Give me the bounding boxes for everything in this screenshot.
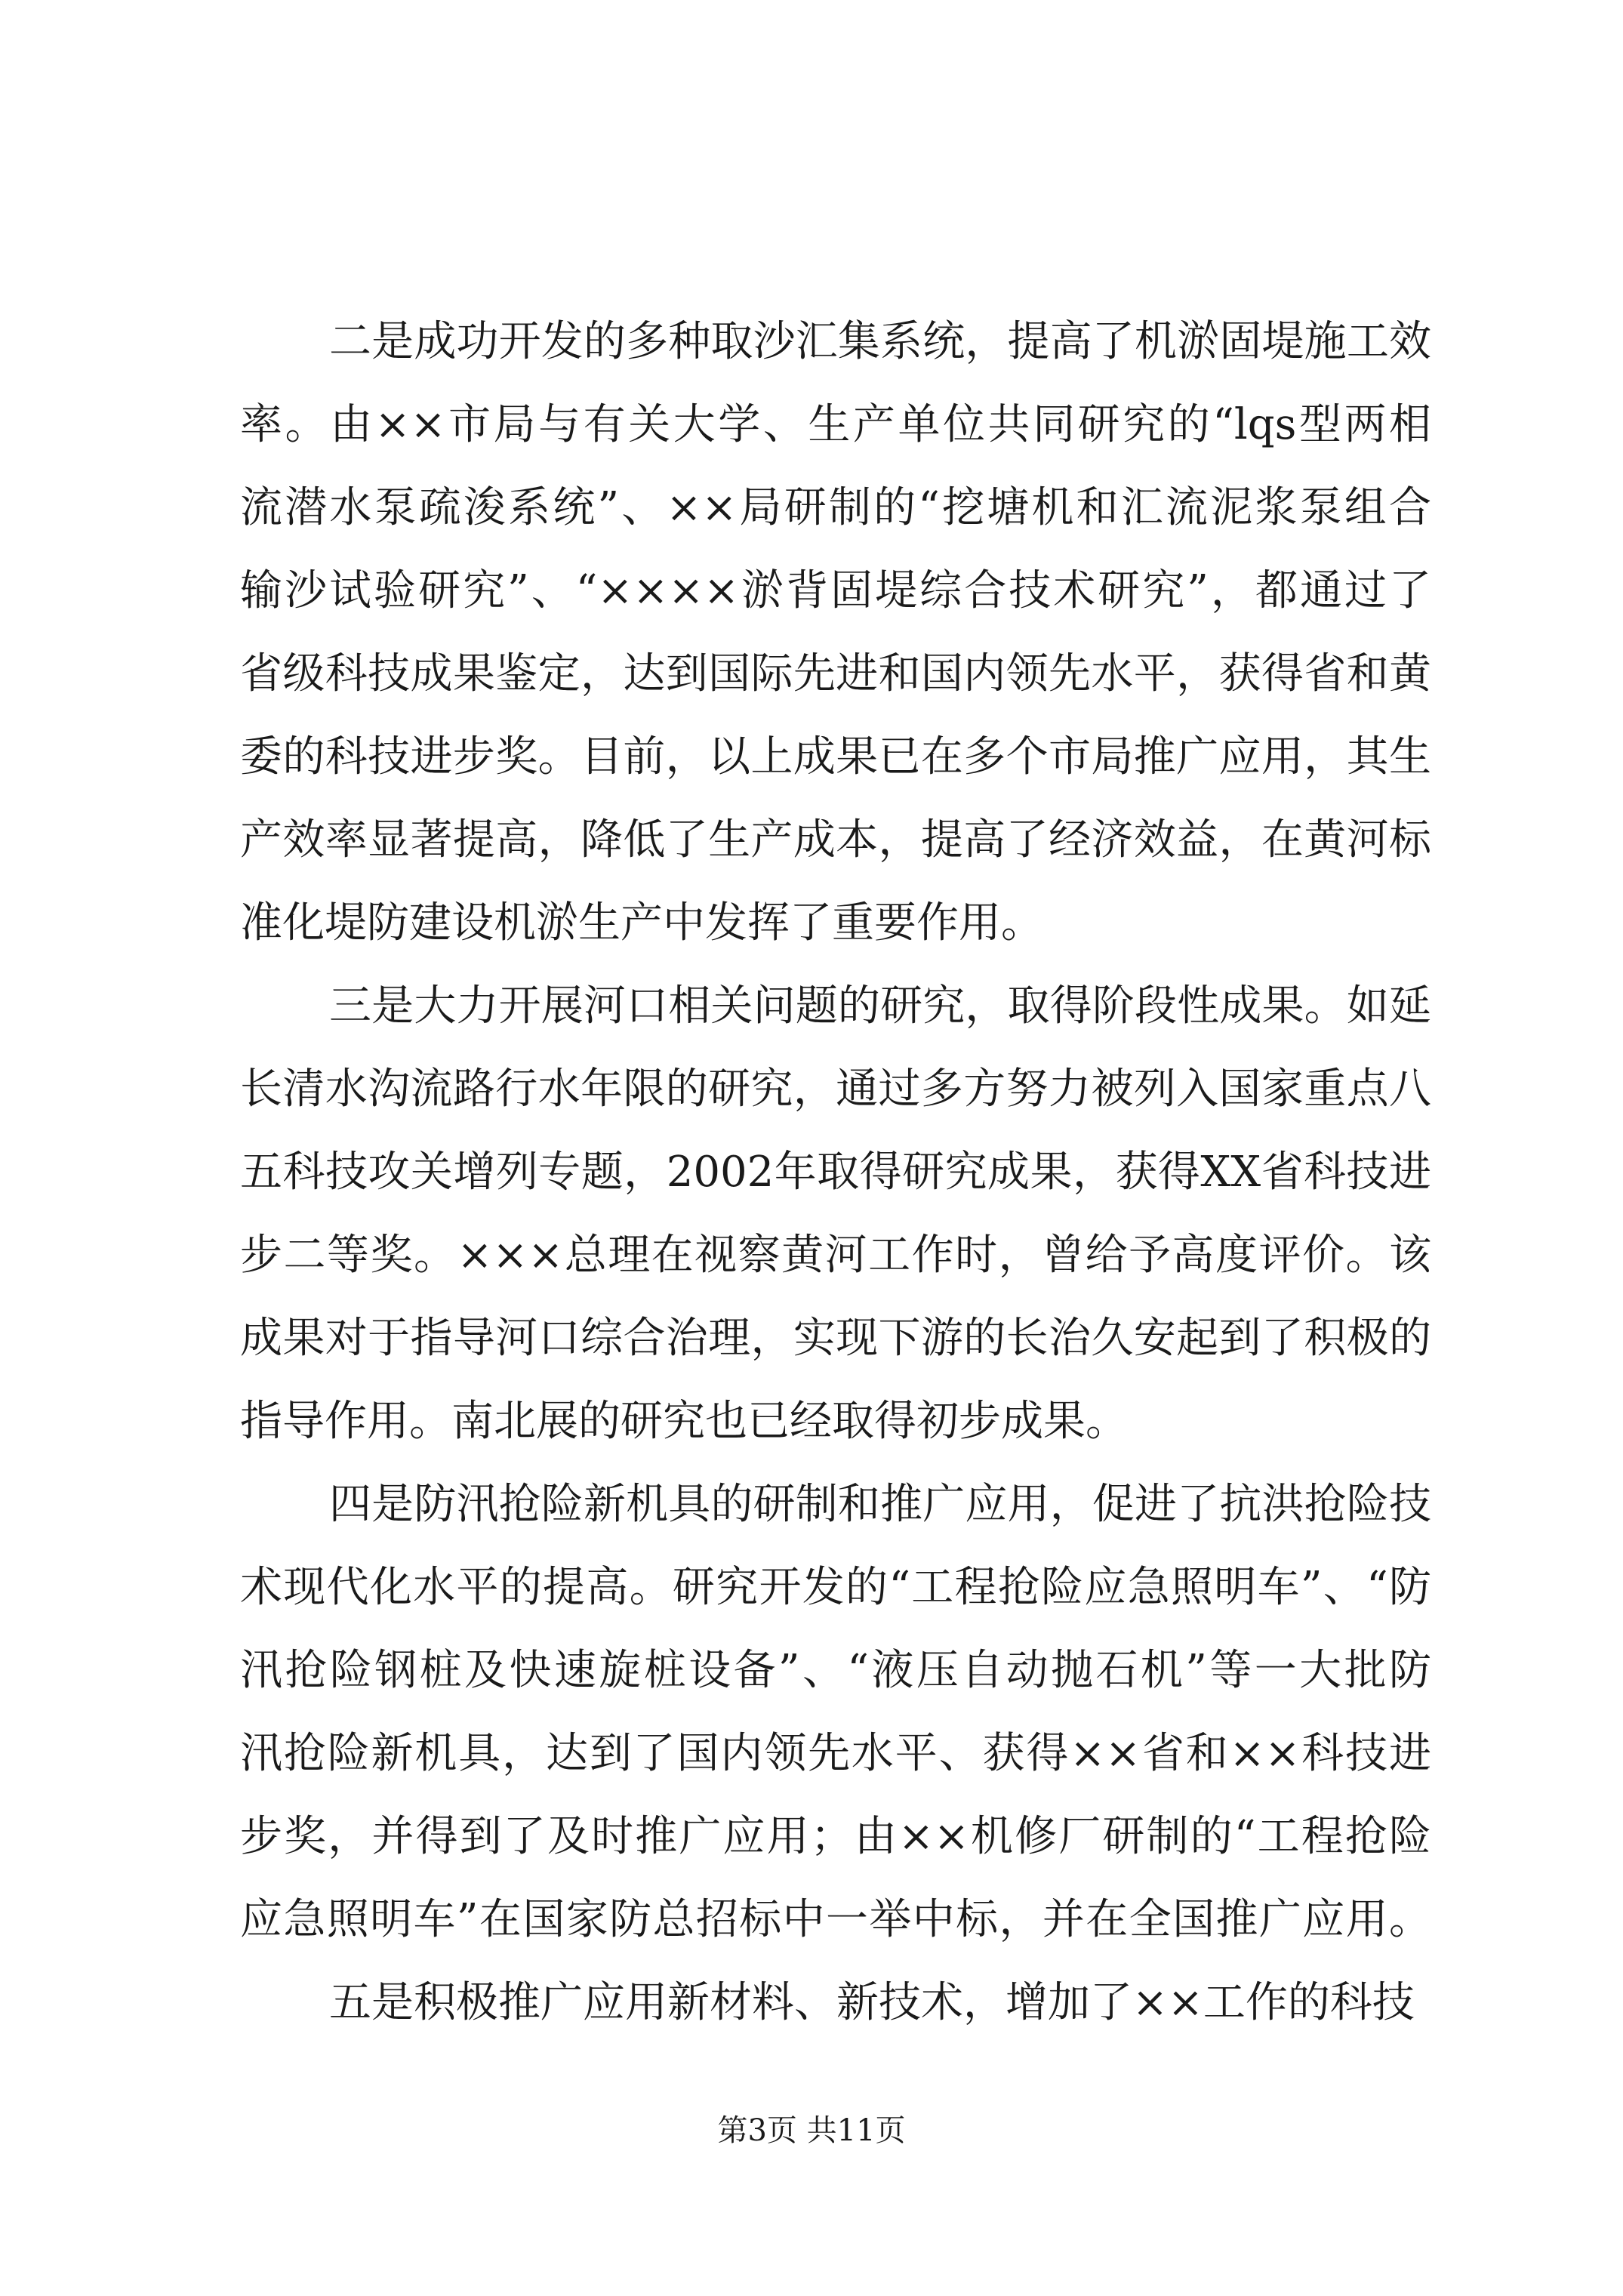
paragraph-4-line-5: 步奖，并得到了及时推广应用；由××机修厂研制的“工程抢险 <box>240 1812 1431 1861</box>
paragraph-2-line-6: 委的科技进步奖。目前，以上成果已在多个市局推广应用，其生 <box>240 732 1431 781</box>
paragraph-3-line-4: 步二等奖。×××总理在视察黄河工作时，曾给予高度评价。该 <box>240 1231 1431 1280</box>
paragraph-2-line-1: 二是成功开发的多种取沙汇集系统，提高了机淤固堤施工效 <box>329 317 1431 366</box>
paragraph-2-line-2: 率。由××市局与有关大学、生产单位共同研究的“lqs型两相 <box>240 400 1431 449</box>
paragraph-2-line-8: 准化堤防建设机淤生产中发挥了重要作用。 <box>240 898 1043 948</box>
paragraph-4-line-1: 四是防汛抢险新机具的研制和推广应用，促进了抗洪抢险技 <box>329 1480 1431 1529</box>
page-number-footer: 第3页 共11页 <box>717 2113 906 2148</box>
paragraph-3-line-5: 成果对于指导河口综合治理，实现下游的长治久安起到了积极的 <box>240 1314 1431 1363</box>
paragraph-4-line-2: 术现代化水平的提高。研究开发的“工程抢险应急照明车”、“防 <box>240 1563 1431 1612</box>
paragraph-2-line-3: 流潜水泵疏浚系统”、××局研制的“挖塘机和汇流泥浆泵组合 <box>240 483 1431 532</box>
paragraph-3-line-2: 长清水沟流路行水年限的研究，通过多方努力被列入国家重点八 <box>240 1065 1431 1114</box>
paragraph-4-line-4: 汛抢险新机具，达到了国内领先水平、获得××省和××科技进 <box>240 1729 1431 1778</box>
paragraph-3-line-3: 五科技攻关增列专题，2002年取得研究成果，获得XX省科技进 <box>240 1148 1431 1197</box>
paragraph-5-line-1: 五是积极推广应用新材料、新技术，增加了××工作的科技 <box>329 1978 1415 2027</box>
paragraph-2-line-4: 输沙试验研究”、“××××淤背固堤综合技术研究”，都通过了 <box>240 566 1431 615</box>
paragraph-2-line-5: 省级科技成果鉴定，达到国际先进和国内领先水平，获得省和黄 <box>240 649 1431 698</box>
paragraph-4-line-6: 应急照明车”在国家防总招标中一举中标，并在全国推广应用。 <box>240 1895 1431 1944</box>
paragraph-2-line-7: 产效率显著提高，降低了生产成本，提高了经济效益，在黄河标 <box>240 815 1431 864</box>
paragraph-4-line-3: 汛抢险钢桩及快速旋桩设备”、“液压自动抛石机”等一大批防 <box>240 1646 1431 1695</box>
paragraph-3-line-1: 三是大力开展河口相关问题的研究，取得阶段性成果。如延 <box>329 982 1431 1031</box>
paragraph-3-line-6: 指导作用。南北展的研究也已经取得初步成果。 <box>240 1397 1128 1446</box>
